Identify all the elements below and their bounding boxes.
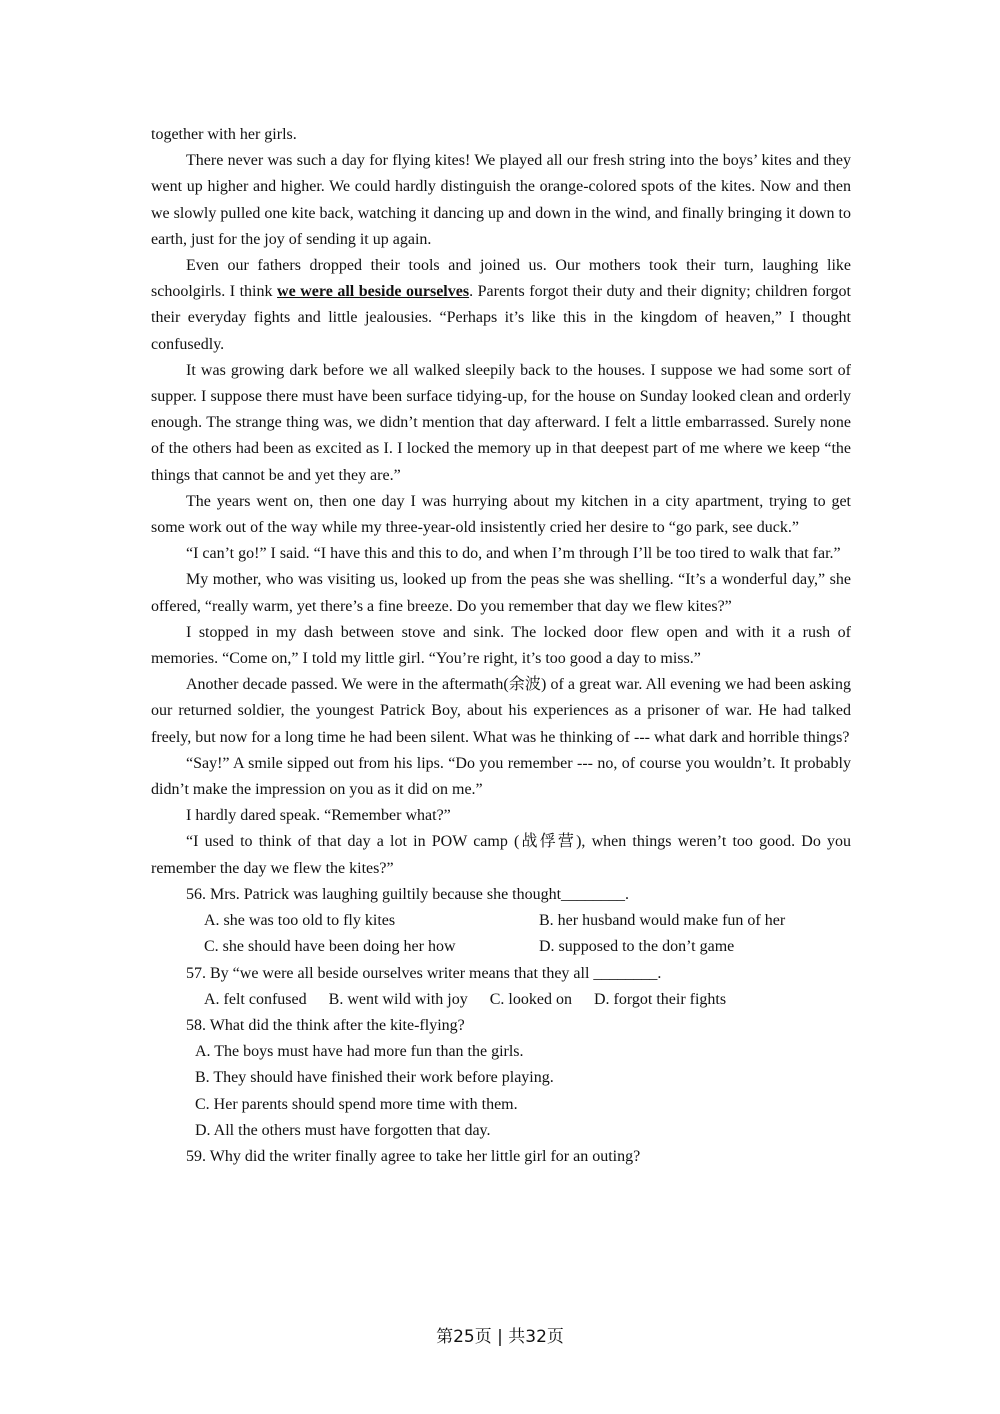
paragraph: “Say!” A smile sipped out from his lips. “Do you remember --- no, of course you wouldn’t. It probably didn’t make the impression on you as it did on me.” xyxy=(151,754,851,799)
passage-text xyxy=(151,122,851,1170)
option-c: C. she should have been doing her how xyxy=(204,938,456,956)
paragraph: The years went on, then one day I was hurrying about my kitchen in a city apartment, trying to get some work out of the way while my three-year-old insistently cried her desire to “go park, see duck.” xyxy=(151,492,851,537)
paragraph: together with her girls. xyxy=(151,126,297,143)
question-56-stem: 56. Mrs. Patrick was laughing guiltily because she thought________. xyxy=(186,885,630,903)
paragraph: My mother, who was visiting us, looked up from the peas she was shelling. “It’s a wonderful day,” she offered, “really warm, yet there’s a fine breeze. Do you remember that day we flew kites?” xyxy=(151,571,851,615)
paragraph: “I used to think of that day a lot in POW camp (战俘营), when things weren’t too good. Do you remember the day we flew the kites?” xyxy=(151,833,851,877)
option-a: A. felt confused xyxy=(204,990,307,1008)
option-a: A. she was too old to fly kites xyxy=(204,912,396,930)
paragraph: There never was such a day for flying kites! We played all our fresh string into the boys’ kites and they went up higher and higher. We could hardly distinguish the orange-colored spots of the kites. Now and then we slowly pulled one kite back, watching it dancing up and down in the wind, and finally bringing it down to earth, just for the joy of sending it up again. xyxy=(151,152,851,248)
question-59-stem: 59. Why did the writer finally agree to take her little girl for an outing? xyxy=(186,1147,641,1165)
paragraph-text: Even our fathers dropped their tools and joined us. Our mothers took their turn, laughing like schoolgirls. I think xyxy=(151,257,851,301)
option-c: C. Her parents should spend more time with them. xyxy=(195,1095,518,1113)
question-56-options-row-1 xyxy=(151,908,851,934)
question-57-options xyxy=(151,987,851,1013)
paragraph: “I can’t go!” I said. “I have this and this to do, and when I’m through I’ll be too tired to walk that far.” xyxy=(186,545,841,563)
option-d: D. All the others must have forgotten that day. xyxy=(195,1121,491,1139)
paragraph: I hardly dared speak. “Remember what?” xyxy=(186,807,451,825)
underlined-phrase: we were all beside ourselves xyxy=(277,283,470,301)
paragraph-text: . Parents forgot their duty and their dignity; children forgot their everyday fights and little jealousies. “Perhaps it’s like this in the kingdom of heaven,” I thought confusedly. xyxy=(151,283,852,353)
page-number: 第25页 | 共32页 xyxy=(436,1327,564,1347)
option-c: C. looked on xyxy=(489,990,572,1008)
option-d: D. supposed to the don’t game xyxy=(539,938,735,956)
paragraph xyxy=(151,253,851,358)
paragraph: Another decade passed. We were in the aftermath(余波) of a great war. All evening we had been asking our returned soldier, the youngest Patrick Boy, about his experiences as a prisoner of war. He had talked freely, but now for a long time he had been silent. What was he thinking of --- what dark and horrible things? xyxy=(151,676,851,746)
option-b: B. They should have finished their work before playing. xyxy=(195,1069,554,1087)
option-d: D. forgot their fights xyxy=(593,990,727,1008)
option-a: A. The boys must have had more fun than the girls. xyxy=(195,1043,524,1061)
option-b: B. her husband would make fun of her xyxy=(539,912,786,930)
question-58-stem: 58. What did the think after the kite-flying? xyxy=(186,1016,465,1034)
paragraph: I stopped in my dash between stove and sink. The locked door flew open and with it a rush of memories. “Come on,” I told my little girl. “You’re right, it’s too good a day to miss.” xyxy=(151,623,851,668)
option-b: B. went wild with joy xyxy=(328,990,468,1008)
question-56-options-row-2 xyxy=(151,934,851,960)
question-57-stem: 57. By “we were all beside ourselves writer means that they all ________. xyxy=(186,964,662,982)
paragraph: It was growing dark before we all walked sleepily back to the houses. I suppose we had some sort of supper. I suppose there must have been surface tidying-up, for the house on Sunday looked clean and orderly enough. The strange thing was, we didn’t mention that day afterward. I felt a little embarrassed. Surely none of the others had been as excited as I. I locked the memory up in that deepest part of me where we keep “the things that cannot be and yet they are.” xyxy=(151,361,851,484)
